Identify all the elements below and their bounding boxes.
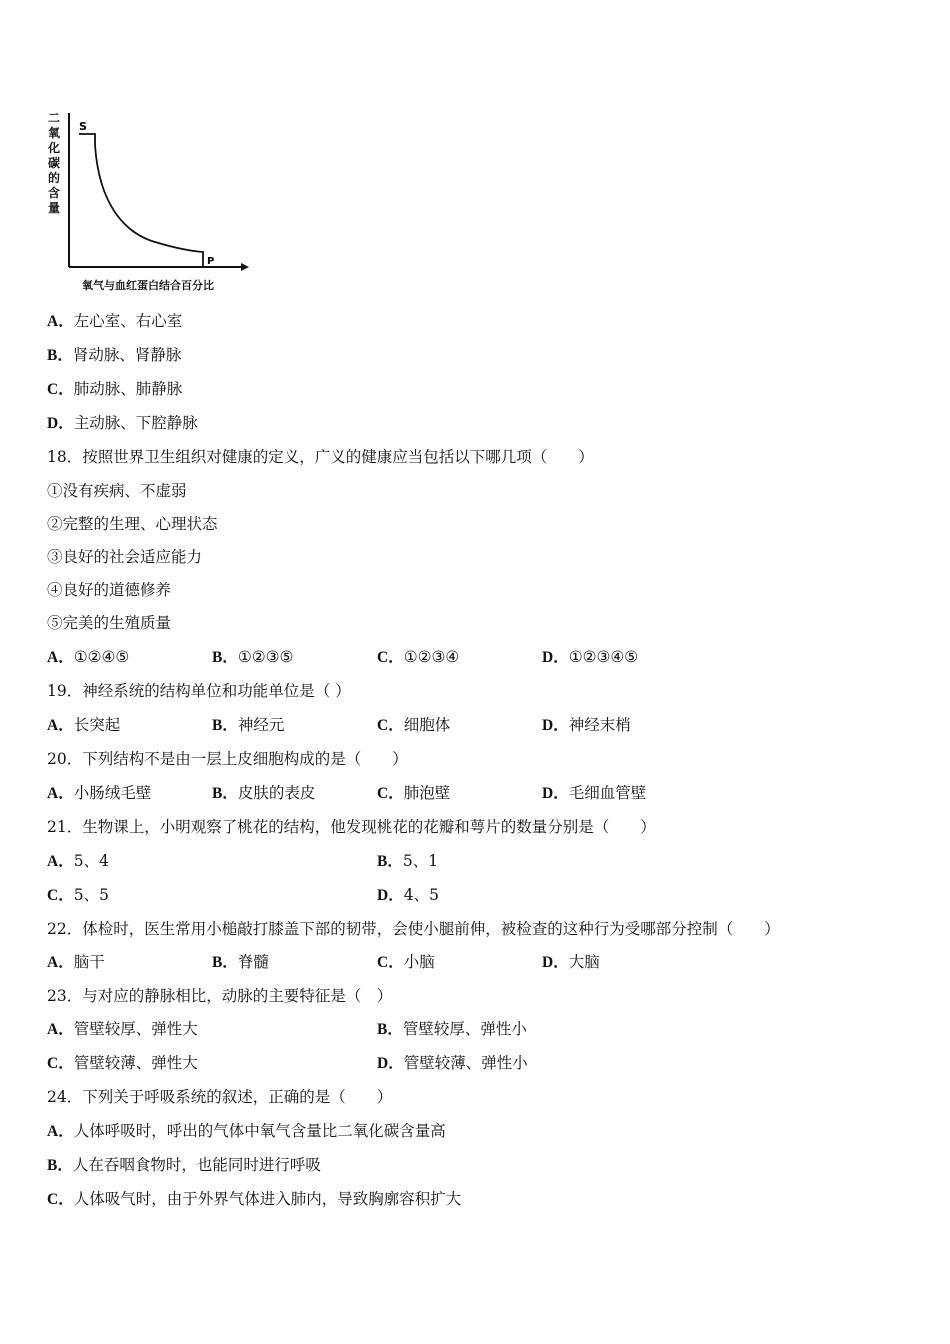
q18-option-d: D．①②③④⑤: [542, 648, 639, 666]
q23-option-d: D．管壁较薄、弹性小: [377, 1054, 528, 1072]
q20-option-d: D．毛细血管壁: [542, 784, 647, 802]
q22-option-b: B．脊髓: [212, 953, 269, 971]
q19-option-b: B．神经元: [212, 716, 285, 734]
q21-option-c: C．5、5: [47, 886, 109, 904]
q20-option-b: B．皮肤的表皮: [212, 784, 316, 802]
co2-hemoglobin-graph: [45, 105, 260, 300]
q18-option-a: A．①②④⑤: [47, 648, 130, 666]
q24-option-a: A．人体呼吸时，呼出的气体中氧气含量比二氧化碳含量高: [47, 1122, 446, 1140]
q20-option-c: C．肺泡壁: [377, 784, 451, 802]
q22-option-a: A．脑干: [47, 953, 105, 971]
q21-option-d: D．4、5: [377, 886, 439, 904]
q19-option-c: C．细胞体: [377, 716, 451, 734]
q18-stem: 18．按照世界卫生组织对健康的定义，广义的健康应当包括以下哪几项（ ）: [47, 448, 594, 466]
x-axis-arrow: [241, 263, 249, 271]
q17-option-b: B．肾动脉、肾静脉: [47, 346, 182, 364]
q17-option-a: A．左心室、右心室: [47, 312, 183, 330]
q18-option-b: B．①②③⑤: [212, 648, 294, 666]
q23-option-a: A．管壁较厚、弹性大: [47, 1020, 198, 1038]
point-s-label: S: [79, 120, 87, 133]
q18-item-1: ①没有疾病、不虚弱: [47, 482, 187, 500]
q22-option-d: D．大脑: [542, 953, 600, 971]
q20-stem: 20．下列结构不是由一层上皮细胞构成的是（ ）: [47, 750, 408, 768]
q18-item-4: ④良好的道德修养: [47, 581, 172, 599]
q18-item-5: ⑤完美的生殖质量: [47, 614, 172, 632]
q24-stem: 24．下列关于呼吸系统的叙述，正确的是（ ）: [47, 1088, 393, 1106]
q24-option-c: C．人体吸气时，由于外界气体进入肺内，导致胸廓容积扩大: [47, 1190, 462, 1208]
q21-option-a: A．5、4: [47, 852, 109, 870]
q22-option-c: C．小脑: [377, 953, 435, 971]
q23-option-b: B．管壁较厚、弹性小: [377, 1020, 527, 1038]
q22-stem: 22．体检时，医生常用小槌敲打膝盖下部的韧带，会使小腿前伸，被检查的这种行为受哪部分控制（ ）: [47, 920, 780, 938]
q19-stem: 19．神经系统的结构单位和功能单位是（ ）: [47, 682, 351, 700]
q24-option-b: B．人在吞咽食物时，也能同时进行呼吸: [47, 1156, 321, 1174]
co2-curve: [79, 134, 203, 267]
q19-option-d: D．神经末梢: [542, 716, 631, 734]
q19-option-a: A．长突起: [47, 716, 121, 734]
x-axis-label: 氧气与血红蛋白结合百分比: [82, 279, 214, 292]
graph-svg: [45, 105, 260, 300]
q18-item-2: ②完整的生理、心理状态: [47, 515, 218, 533]
q17-option-d: D．主动脉、下腔静脉: [47, 414, 198, 432]
point-p-label: P: [207, 256, 215, 267]
q23-option-c: C．管壁较薄、弹性大: [47, 1054, 198, 1072]
q18-item-3: ③良好的社会适应能力: [47, 548, 203, 566]
q18-option-c: C．①②③④: [377, 648, 460, 666]
q17-option-c: C．肺动脉、肺静脉: [47, 380, 183, 398]
q20-option-a: A．小肠绒毛壁: [47, 784, 152, 802]
q23-stem: 23．与对应的静脉相比，动脉的主要特征是（ ）: [47, 987, 393, 1005]
y-axis-label: 二氧化碳的含量: [48, 111, 61, 215]
q21-stem: 21．生物课上，小明观察了桃花的结构，他发现桃花的花瓣和萼片的数量分别是（ ）: [47, 818, 656, 836]
q21-option-b: B．5、1: [377, 852, 439, 870]
